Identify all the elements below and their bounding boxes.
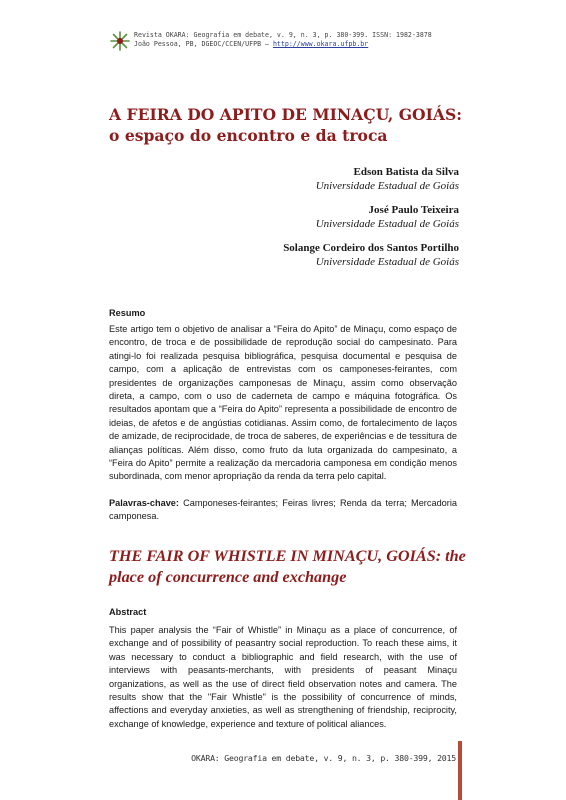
author-block	[129, 166, 459, 193]
author-affiliation: Universidade Estadual de Goiás	[315, 255, 459, 268]
journal-citation: Revista OKARA: Geografia em debate, v. 9, n. 3, p. 380-399. ISSN: 1982-3878	[134, 31, 432, 39]
journal-location	[134, 40, 534, 49]
keywords	[109, 497, 457, 524]
author-name: José Paulo Teixeira	[368, 204, 459, 216]
article-title-en: THE FAIR OF WHISTLE IN MINAÇU, GOIÁS: the place of concurrence and exchange	[109, 547, 466, 586]
author-affiliation: Universidade Estadual de Goiás	[315, 179, 459, 192]
author-name: Solange Cordeiro dos Santos Portilho	[283, 242, 459, 254]
journal-publisher: João Pessoa, PB, DGEOC/CCEN/UFPB –	[134, 40, 273, 48]
author-name: Edson Batista da Silva	[353, 166, 459, 178]
keywords-label: Palavras-chave:	[109, 498, 179, 508]
author-affiliation: Universidade Estadual de Goiás	[315, 217, 459, 230]
resumo-heading: Resumo	[109, 308, 146, 318]
author-block	[129, 242, 459, 269]
abstract-text: This paper analysis the “Fair of Whistle” in Minaçu as a place of concurrence, of exchange and of possibility of peasantry social reproduction. To reach these aims, it was necessary to conduct a bibliographic and field research, with the use of interviews with peasants-merchants, with presidents of peasant Minaçu organizations, as well as the use of direct field observation notes and camera. The results show that the "Fair Whistle" is the possibility of concurrence of minds, affections and everyday anxieties, as well as strengthening of friendship, reciprocity, exchange of knowledge, experience and texture of political aliances.	[109, 625, 457, 729]
author-block	[129, 204, 459, 231]
journal-logo-icon	[109, 30, 131, 52]
article-title-pt: A FEIRA DO APITO DE MINAÇU, GOIÁS: o espaço do encontro e da troca	[109, 105, 463, 145]
keywords-text: Camponeses-feirantes; Feiras livres; Renda da terra; Mercadoria camponesa.	[109, 498, 457, 522]
page-footer: OKARA: Geografia em debate, v. 9, n. 3, p. 380-399, 2015	[191, 753, 456, 763]
journal-header	[134, 31, 534, 49]
footer-accent-bar	[458, 741, 462, 800]
abstract-heading: Abstract	[109, 607, 147, 617]
journal-url-link[interactable]: http://www.okara.ufpb.br	[272, 40, 369, 48]
resumo-text: Este artigo tem o objetivo de analisar a “Feira do Apito” de Minaçu, como espaço de encontro, de troca e de possibilidade de reprodução social do campesinato. Para atingi-lo foi realizada pesquisa bibliográfica, pesquisa documental e pesquisa de campo, com a aplicação de entrevistas com os camponeses-feirantes, com presidentes de organizações camponesas de Minaçu, assim como observação direta, a campo, com o uso de caderneta de campo e máquina fotográfica. Os resultados apontam que a “Feira do Apito” representa a possibilidade de encontro de ideias, de afetos e de angústias cotidianas. Assim como, de fortalecimento de laços de amizade, de reciprocidade, de troca de saberes, de experiências e de tessitura de alianças políticas. Além disso, como fruto da luta organizada do campesinato, a “Feira do Apito” permite a realização da mercadoria camponesa em condição menos subordinada, com menor apropriação da renda da terra pelo capital.	[109, 324, 457, 482]
author-list	[129, 166, 459, 280]
